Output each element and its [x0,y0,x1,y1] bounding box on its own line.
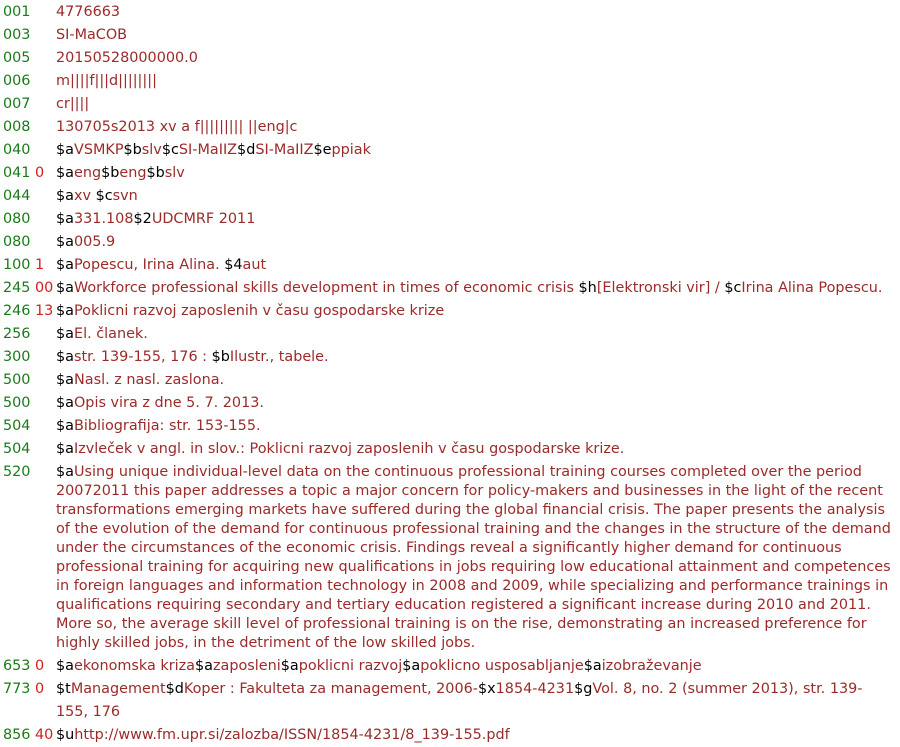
marc-field-row [3,300,900,323]
subfield-text: zaposleni [212,658,281,674]
field-indicators: 00 [35,280,54,296]
field-indicators: 0 [35,681,45,697]
subfield-code: $a [280,658,299,674]
subfield-code: $a [56,418,74,434]
field-value [56,24,900,47]
subfield-text: str. 139-155, 176 : [73,349,212,365]
subfield-text: cr|||| [56,96,90,112]
marc-field-row [3,369,900,392]
field-value [56,415,900,438]
subfield-text: ekonomska kriza [73,658,195,674]
subfield-text: eng [73,165,102,181]
subfield-text: Poklicni razvoj zaposlenih v času gospodarske krize [73,303,445,319]
subfield-code: $d [165,681,184,697]
field-tag: 504 [3,441,31,457]
subfield-code: $u [56,727,75,743]
subfield-code: $a [56,326,74,342]
field-value [56,185,900,208]
subfield-code: $4 [224,257,243,273]
field-tag: 246 [3,303,31,319]
subfield-code: $a [56,165,74,181]
field-tag: 520 [3,464,31,480]
subfield-text: izobraževanje [601,658,702,674]
marc-field-row [3,254,900,277]
field-tag: 100 [3,257,31,273]
field-tag: 003 [3,27,31,43]
field-value [56,47,900,70]
field-value [56,323,900,346]
subfield-code: $a [56,188,74,204]
field-value [56,300,900,323]
subfield-code: $a [56,395,74,411]
field-tag: 256 [3,326,31,342]
subfield-text: Ilustr., tabele. [229,349,329,365]
field-tag: 500 [3,372,31,388]
field-tag: 006 [3,73,31,89]
subfield-text: poklicni razvoj [298,658,403,674]
subfield-code: $2 [133,211,152,227]
subfield-code: $b [101,165,120,181]
field-value [56,208,900,231]
field-tag: 008 [3,119,31,135]
subfield-code: $b [123,142,142,158]
marc-field-row [3,185,900,208]
field-tag: 080 [3,234,31,250]
subfield-text: SI-MaIIZ [178,142,238,158]
subfield-text: Popescu, Irina Alina. [73,257,225,273]
subfield-text: VSMKP [73,142,124,158]
subfield-text: 20150528000000.0 [56,50,198,66]
marc-field-row [3,162,900,185]
subfield-code: $a [56,372,74,388]
field-indicators: 0 [35,658,45,674]
subfield-text: SI-MaCOB [56,27,128,43]
marc-field-row [3,655,900,678]
subfield-code: $t [56,681,71,697]
marc-field-row [3,461,900,655]
subfield-text: 331.108 [73,211,134,227]
field-value [56,461,900,655]
field-indicators: 1 [35,257,45,273]
field-value [56,70,900,93]
subfield-code: $b [211,349,230,365]
subfield-text: ppiak [331,142,371,158]
subfield-text: svn [112,188,138,204]
marc-field-row [3,116,900,139]
subfield-text: Using unique individual-level data on the continuous professional training courses completed over the period 20072011 this paper addresses a topic a major concern for policy-makers and businesses in the light of the recent transformations emerging markets have suffered during the global financial crisis. The paper presents the analysis of the evolution of the demand for continuous professional training and the changes in the structure of the demand under the circumstances of the economic crisis. Findings reveal a significantly higher demand for continuous professional training for acquiring new qualifications in jobs requiring low educational attainment and competences in foreign languages and information technology in 2008 and 2009, while specializing and performance trainings in qualifications requiring secondary and tertiary education registered a significant increase during 2010 and 2011. More so, the average skill level of professional training is on the rise, demonstrating an increased preference for highly skilled jobs, in the detriment of the low skilled jobs. [56,464,891,651]
subfield-text: 1854-4231 [495,681,575,697]
subfield-text: poklicno usposabljanje [420,658,584,674]
subfield-code: $a [56,257,74,273]
subfield-text: 4776663 [56,4,121,20]
field-tag: 504 [3,418,31,434]
field-indicators: 0 [35,165,45,181]
field-tag: 773 [3,681,31,697]
subfield-text: [Elektronski vir] / [596,280,725,296]
subfield-text: Koper : Fakulteta za management, 2006- [183,681,478,697]
field-value [56,162,900,185]
subfield-code: $a [195,658,213,674]
subfield-text: eng [119,165,147,181]
subfield-text: Workforce professional skills development in times of economic crisis [73,280,579,296]
field-value [56,678,900,724]
subfield-text: Vol. 8, no. 2 (summer 2013), str. 139-155, 176 [56,681,863,720]
marc-field-row [3,678,900,724]
subfield-code: $c [724,280,742,296]
field-value [56,369,900,392]
subfield-text: Irina Alina Popescu. [741,280,883,296]
subfield-code: $x [477,681,496,697]
field-indicators: 13 [35,303,54,319]
subfield-code: $b [146,165,165,181]
field-value [56,346,900,369]
subfield-code: $e [313,142,332,158]
subfield-text: Bibliografija: str. 153-155. [73,418,261,434]
field-value [56,231,900,254]
subfield-text: Nasl. z nasl. zaslona. [73,372,225,388]
field-tag: 005 [3,50,31,66]
marc-field-row [3,415,900,438]
field-tag: 653 [3,658,31,674]
field-tag: 300 [3,349,31,365]
field-value [56,254,900,277]
field-tag: 856 [3,727,31,743]
subfield-text: http://www.fm.upr.si/zalozba/ISSN/1854-4231/8_139-155.pdf [74,727,510,743]
marc-field-row [3,346,900,369]
marc-field-row [3,277,900,300]
subfield-code: $a [56,280,74,296]
field-value [56,116,900,139]
subfield-code: $a [56,211,74,227]
subfield-code: $c [161,142,179,158]
marc-field-row [3,323,900,346]
field-value [56,139,900,162]
marc-field-row [3,231,900,254]
field-value [56,438,900,461]
subfield-text: SI-MaIIZ [255,142,314,158]
subfield-text: Izvleček v angl. in slov.: Poklicni razvoj zaposlenih v času gospodarske krize. [73,441,625,457]
field-value [56,392,900,415]
field-tag: 500 [3,395,31,411]
field-tag: 007 [3,96,31,112]
subfield-text: xv [73,188,96,204]
subfield-text: aut [242,257,267,273]
subfield-text: 005.9 [73,234,116,250]
subfield-text: 130705s2013 xv a f||||||||| ||eng|c [56,119,298,135]
subfield-code: $a [56,303,74,319]
subfield-text: El. članek. [73,326,148,342]
marc-field-row [3,70,900,93]
marc-field-row [3,47,900,70]
subfield-text: Opis vira z dne 5. 7. 2013. [73,395,264,411]
field-tag: 080 [3,211,31,227]
field-value [56,93,900,116]
subfield-code: $a [56,234,74,250]
field-tag: 044 [3,188,31,204]
field-tag: 245 [3,280,31,296]
marc-field-row [3,438,900,461]
marc-field-row [3,139,900,162]
marc-field-row [3,208,900,231]
field-tag: 041 [3,165,31,181]
marc-field-row [3,24,900,47]
subfield-code: $h [578,280,597,296]
subfield-text: slv [141,142,162,158]
subfield-text: slv [164,165,185,181]
marc-field-row [3,1,900,24]
subfield-code: $d [237,142,256,158]
marc-field-row [3,392,900,415]
field-tag: 001 [3,4,31,20]
field-value [56,655,900,678]
subfield-code: $a [56,464,74,480]
marc-field-row [3,93,900,116]
subfield-code: $a [56,441,74,457]
field-value [56,277,900,300]
subfield-code: $a [56,658,74,674]
subfield-code: $a [56,142,74,158]
field-value [56,1,900,24]
subfield-text: m||||f|||d|||||||| [56,73,157,89]
subfield-code: $a [402,658,421,674]
field-tag: 040 [3,142,31,158]
subfield-code: $g [574,681,593,697]
subfield-text: Management [70,681,166,697]
subfield-code: $c [95,188,113,204]
subfield-code: $a [583,658,602,674]
field-indicators: 40 [35,727,54,743]
subfield-text: UDCMRF 2011 [151,211,256,227]
subfield-code: $a [56,349,74,365]
